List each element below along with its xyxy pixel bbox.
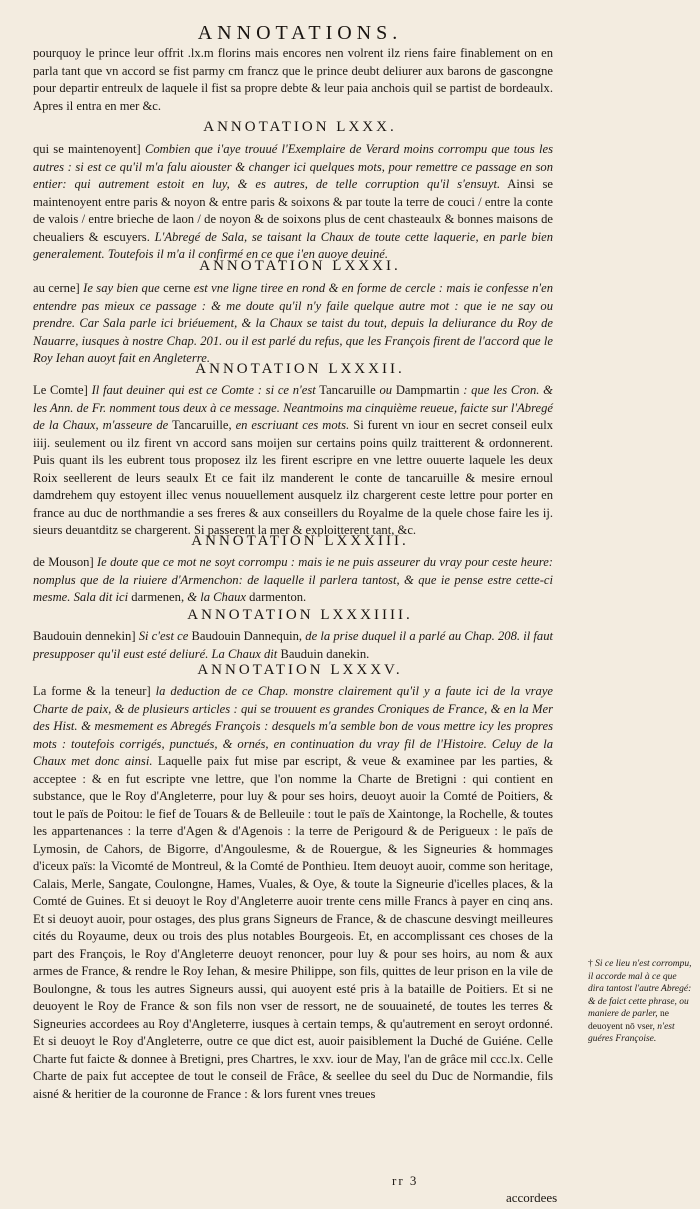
lemma: La forme & la teneur] xyxy=(33,684,156,698)
italic-commentary: Il faut deuiner qui est ce Comte : si ce n'est xyxy=(91,383,316,397)
quoted-text: Laquelle paix fut mise par escript, & veue & examinee par les parties, & acceptee : & en fut escripte vne lettre, que l'on nomme la Charte de Bretigni : qui contient en substance, que le Roy d'Angleterre, pour luy & pour ses hoirs, deuoyt auoir la Comté de Poitiers, & tout le païs de Poitou: le fief de Touars & de Belleuile : tout le païs de Xaintonge, la Rochelle, & toutes les appartenances : la terre d'Agen & d'Agenois : la terre de Perigourd & de Perigueux : le païs de Lymosin, de Cahors, de Bigorre, d'Angoulesme, & de Rouergue, & les Signeuries & hommages d'iceux païs: la Vicomté de Montreul, & la Comté de Ponthieu. Item deuoyt auoir, comme son heritage, Calais, Merle, Sangate, Coulongne, Hames, Vuales, & Oye, & toute la Signeurie d'icelles places, & la Comté de Guines. Et si deuoyt le Roy d'Angleterre auoir trente cens mille Francs à payer en cinq ans. Et si deuoyt auoir, pour ostages, des plus grans Signeurs de France, & de chascune desvingt meilleures cités du Royaume, deux ou trois des plus notables Bourgeois. Et, en accomplissant ces choses de la part des François, le Roy d'Angleterre deuoyt renoncer, pour luy & pour ses hoirs, au nom & aux armes de France, & rendre le Roy Iehan, & mesire Philippe, son fils, quittes de leur prison en la vile de Boulongne, & tous les autres Signeurs aussi, qui auoyent esté pris à la bataille de Poitiers. Et si ne deuoyent le Roy de France & son fils non vser de ressort, ne de souuaineté, de toutes les terres & Signeuries accordees au Roy d'Angleterre, iusques à certain temps, & qu'autrement en seroyt ordonné. Et si deuoyt le Roy d'Angleterre, outre ce que dict est, auoir paisiblement la Duché de Guiéne. Celle Charte fut faicte & donnee à Bretigni, pres Chartres, le xxv. iour de May, l'an de grâce mil ccc.lx. Celle Charte de paix fut acceptee de tout le conseil de Frâce, & seellee du seel du Duc de Normandie, fils aisné & heritier de la couronne de France : & lors furent vnes treues xyxy=(33,754,553,1101)
annotation-83-text xyxy=(33,554,553,607)
lemma: au cerne] xyxy=(33,281,84,295)
italic-commentary: Ie say bien que xyxy=(83,281,160,295)
quoted-text: Si furent vn iour en secret conseil eulx iiij. seulement ou ilz firent vn accord sans moijen sur certains poins quilz traitterent & ordonnerent. Puis quant ils les eubrent tous proposez ilz les firent escripre en vne lettre ouuerte laquele les deux Roix seellerent de leurs seaulx Et ce fait ilz manderent le conte de tancaruille & mesire ernoul damdrehem quy estoyent illec venus nouuellement ausquelz ilz chargerent ceste lettre pour porter en france au duc de northmandie a ses freres & aux conseillers du Royalme de la quele chose faire les ij. sieurs deuantditz se chargerent. Si passerent la mer & exploitterent tant, &c. xyxy=(33,418,553,537)
margin-note xyxy=(588,958,692,1046)
italic-commentary: en escriuant ces mots. xyxy=(235,418,350,432)
annotation-81-body xyxy=(33,280,553,368)
annotation-82-body xyxy=(33,382,553,540)
signature-mark: rr 3 xyxy=(392,1173,419,1188)
italic-commentary: est vne ligne tiree en rond & en forme de cercle : mais ie confesse n'en entendre pas mieux ce passage : & me doute qu'il n'y faile quelque autre mot : que ie ne say ou prendre. Car Sala parle ici briéuement, & la Chaux se taist du tout, depuis la deliurance du Roy de Nauarre, iusques à nostre Chap. 201. ou il est parlé du refus, que les François firent de l'accord que le Roy Iehan auoyt fait en Angleterre. xyxy=(33,281,553,365)
annotation-80-text xyxy=(33,141,553,264)
lemma: de Mouson] xyxy=(33,555,97,569)
annotation-81-heading: ANNOTATION LXXXI. xyxy=(199,258,401,274)
quoted-word: darmenton. xyxy=(246,590,307,604)
annotation-82-heading: ANNOTATION LXXXII. xyxy=(195,361,405,377)
annotation-84-body xyxy=(33,628,553,663)
annotation-82-text xyxy=(33,382,553,540)
quoted-word: Baudouin Dannequin, xyxy=(188,629,306,643)
annotation-83-body xyxy=(33,554,553,607)
annotation-84-text xyxy=(33,628,553,663)
italic-commentary: ou xyxy=(379,383,393,397)
running-title: ANNOTATIONS. xyxy=(197,22,403,44)
quoted-word: Tancaruille xyxy=(315,383,380,397)
annotation-84-heading: ANNOTATION LXXXIIII. xyxy=(187,607,413,623)
italic-commentary: Ie doute que ce mot ne soyt corrompu : mais ie ne puis asseurer du vray pour ceste heure: nomplus que de la riuiere d'Armenchon: de laquelle il parlera tantost, & que ie pense estre cette-ci mesme. Sala dit ici xyxy=(33,555,554,604)
italic-commentary: & la Chaux xyxy=(187,590,247,604)
quoted-word: Dampmartin xyxy=(392,383,464,397)
catchword: accordees xyxy=(506,1190,558,1205)
dagger-mark: † xyxy=(588,959,593,969)
lemma: qui se maintenoyent] xyxy=(33,142,145,156)
lemma: Baudouin dennekin] xyxy=(33,629,139,643)
annotation-85-text xyxy=(33,683,553,1103)
quoted-word: Tancaruille, xyxy=(168,418,236,432)
annotation-83-heading: ANNOTATION LXXXIII. xyxy=(191,533,409,549)
margin-note-text-2: ne deuoyent nō vser, xyxy=(588,1009,669,1032)
annotation-80-heading: ANNOTATION LXXX. xyxy=(203,119,397,135)
italic-commentary: Si c'est ce xyxy=(138,629,189,643)
italic-commentary: la deduction de ce Chap. monstre clairement qu'il y a faute ici de la vraye Charte de paix, & de plusieurs articles : qui se trouuent es grandes Croniques de France, & en la Mer des Hist. & mesmement es Abregés François : desquels m'a semble bon de vous mettre icy les propres mots : toutefois corrigés, punctués, & ornés, en continuation du vray fil de l'Histoire. Celuy de la Chaux met donc ainsi. xyxy=(33,684,554,768)
annotation-81-text xyxy=(33,280,553,368)
margin-note-text-1: Si ce lieu n'est corrompu, il accorde mal à ce que dira tantost l'autre Abregé: & de faict cette phrase, ou maniere de parler, xyxy=(588,959,692,1019)
annotation-85-heading: ANNOTATION LXXXV. xyxy=(197,662,403,678)
italic-commentary: : que les Cron. & les Ann. de Fr. nomment tous deux à ce message. Neantmoins ma cinquième reueue, faicte sur l'Abregé de la Chaux, m'asseure de xyxy=(33,383,553,432)
annotation-85-body xyxy=(33,683,553,1103)
opening-text: pourquoy le prince leur offrit .lx.m florins mais encores nen volrent ilz riens faire finablement on en parla tant que vn accord se fist parmy cm francz que le prince deubt deliurer aux barons de gascongne pour departir entreulx de laquele il fist sa propre debte & leur paia anchois quil se partist de bordeaulx. Apres il entra en mer &c. xyxy=(33,46,553,113)
quoted-word: cerne xyxy=(159,281,194,295)
annotation-80-body xyxy=(33,141,553,264)
italic-commentary: de la prise duquel il a parlé au Chap. 208. il faut presupposer qu'il eust esté deliuré. La Chaux dit xyxy=(33,629,553,661)
italic-commentary: Combien que i'aye trouué l'Exemplaire de Verard moins corrompu que tous les autres : si est ce qu'il m'a falu aiouster & changer ici quelques mots, pour remettre ce passage en son entier: qui autrement estoit en luy, & es autres, de telle corruption qu'il s'ensuyt. xyxy=(33,142,553,191)
italic-commentary: L'Abregé de Sala, se taisant la Chaux de toute cette laquerie, en parle bien generalement. Toutefois il m'a il confirmé en ce que i'en auoye deuiné. xyxy=(33,229,554,261)
opening-paragraph xyxy=(33,45,553,115)
lemma: Le Comte] xyxy=(33,383,92,397)
quoted-word: Bauduin danekin. xyxy=(277,646,370,661)
quoted-text: Ainsi se maintenoyent entre paris & noyon & entre paris & soixons & par toute la terre de couci / entre la conte de valois / entre brieche de laon / de noyon & de soixons plus de cent chasteaulx & bonnes maisons de cheualiers & escuyers. xyxy=(33,177,553,244)
quoted-word: darmenen, xyxy=(128,590,188,604)
margin-note-text-3: n'est guéres Françoise. xyxy=(588,1021,675,1044)
